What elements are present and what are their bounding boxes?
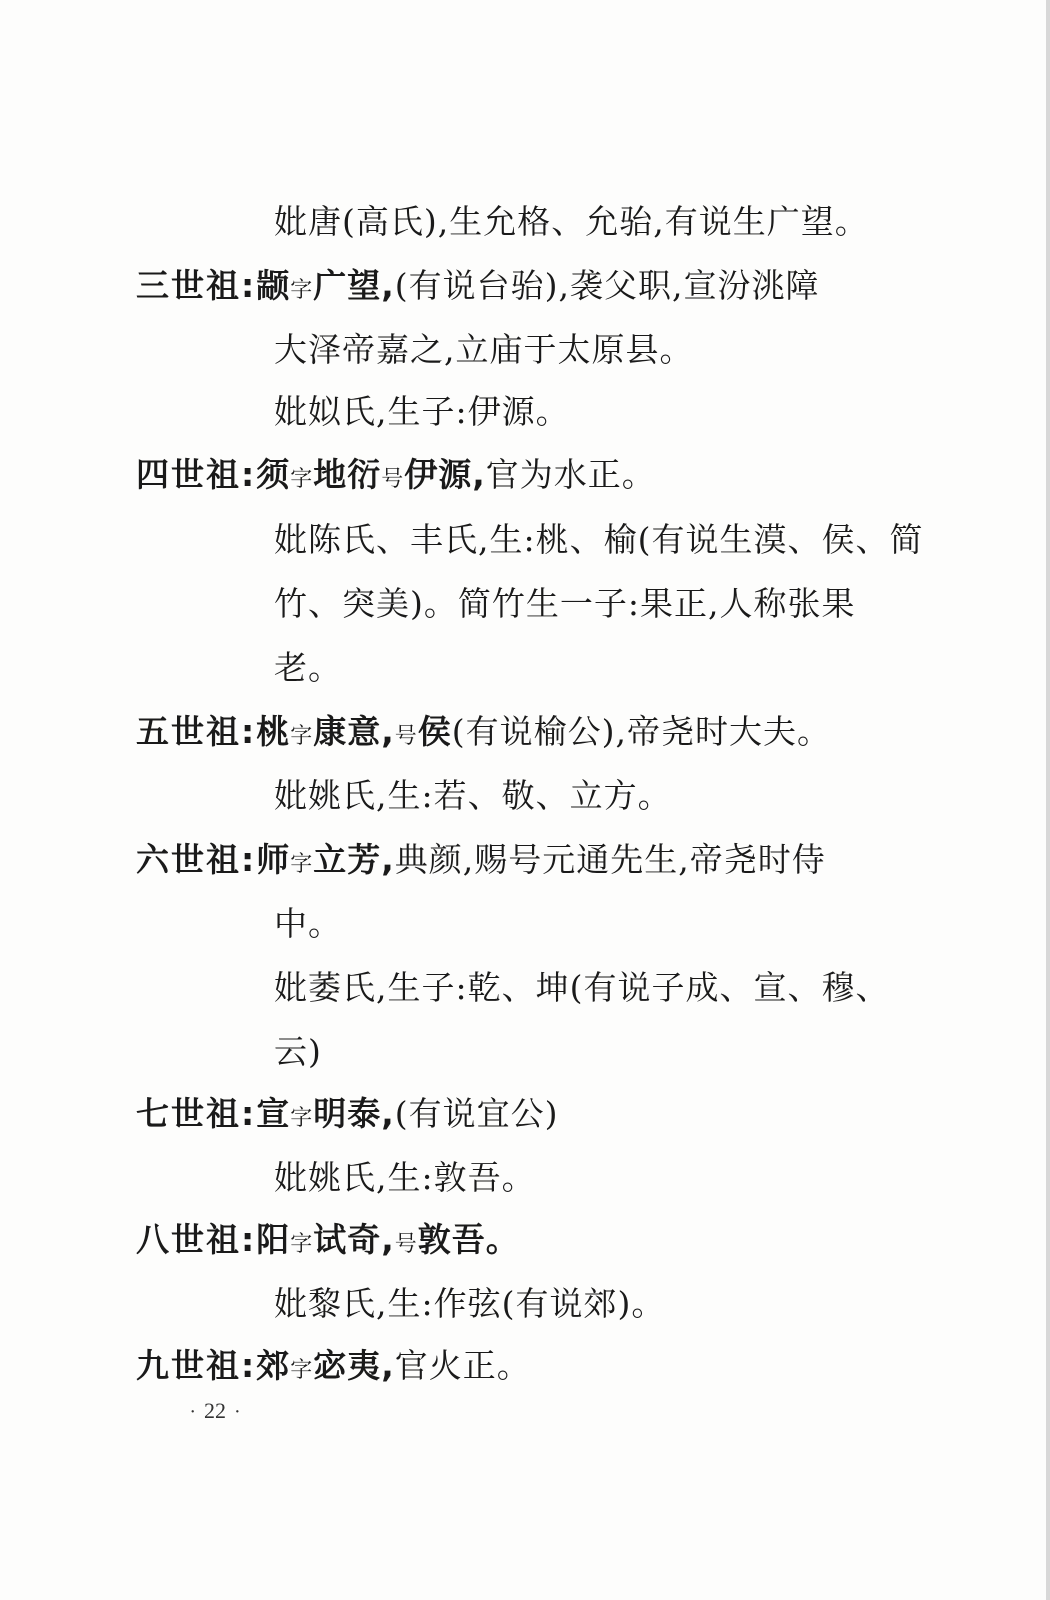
courtesy-name: 宓夷, bbox=[313, 1346, 395, 1385]
generation-label: 四世祖: bbox=[136, 455, 257, 494]
entry-text: 官为水正。 bbox=[485, 455, 656, 494]
zi-marker: 字 bbox=[290, 724, 314, 749]
text-line: 大泽帝嘉之,立庙于太原县。 bbox=[274, 330, 694, 369]
generation-label: 八世祖: bbox=[136, 1220, 257, 1259]
generation-label: 三世祖: bbox=[136, 266, 257, 305]
text-line: 妣姒氏,生子:伊源。 bbox=[274, 392, 570, 431]
text-line: 妣姚氏,生:敦吾。 bbox=[274, 1158, 536, 1197]
text-line: 云) bbox=[274, 1032, 322, 1071]
generation-label: 七世祖: bbox=[136, 1094, 257, 1133]
page-number-value: 22 bbox=[204, 1398, 226, 1423]
ancestor-name: 阳 bbox=[256, 1220, 291, 1259]
text-line: 中。 bbox=[274, 904, 342, 943]
hao-marker: 号 bbox=[394, 724, 418, 749]
text-line: 妣黎氏,生:作弦(有说郊)。 bbox=[274, 1284, 666, 1323]
entry-text: (有说宜公) bbox=[394, 1094, 559, 1133]
text-line: 妣唐(高氏),生允格、允骀,有说生广望。 bbox=[274, 202, 869, 241]
generation-entry bbox=[136, 700, 831, 764]
courtesy-name: 明泰, bbox=[313, 1094, 395, 1133]
text-line: 竹、突美)。简竹生一子:果正,人称张果 bbox=[274, 584, 856, 623]
generation-entry bbox=[136, 828, 826, 892]
alias-name: 敦吾。 bbox=[417, 1220, 520, 1259]
zi-marker: 字 bbox=[290, 1232, 314, 1257]
text-line: 妣姚氏,生:若、敬、立方。 bbox=[274, 776, 672, 815]
alias-name: 伊源, bbox=[404, 455, 486, 494]
zi-marker: 字 bbox=[290, 278, 314, 303]
courtesy-name: 立芳, bbox=[313, 840, 395, 879]
alias-name: 侯 bbox=[417, 712, 452, 751]
entry-text: 官火正。 bbox=[394, 1346, 531, 1385]
entry-text: (有说榆公),帝尧时大夫。 bbox=[451, 712, 832, 751]
entry-text: 典颜,赐号元通先生,帝尧时侍 bbox=[394, 840, 826, 879]
ancestor-name: 颛 bbox=[256, 266, 291, 305]
generation-label: 六世祖: bbox=[136, 840, 257, 879]
entry-text: (有说台骀),袭父职,宣汾洮障 bbox=[394, 266, 820, 305]
ancestor-name: 师 bbox=[256, 840, 291, 879]
hao-marker: 号 bbox=[394, 1232, 418, 1257]
ancestor-name: 宣 bbox=[256, 1094, 291, 1133]
generation-entry bbox=[136, 254, 820, 318]
text-line: 老。 bbox=[274, 648, 342, 687]
generation-entry bbox=[136, 1082, 559, 1146]
hao-marker: 号 bbox=[381, 467, 405, 492]
courtesy-name: 地衍 bbox=[313, 455, 382, 494]
page-number-dot-right: · bbox=[234, 1401, 241, 1423]
page-number-dot-left: · bbox=[189, 1401, 196, 1423]
zi-marker: 字 bbox=[290, 1358, 314, 1383]
courtesy-name: 试奇, bbox=[313, 1220, 395, 1259]
zi-marker: 字 bbox=[290, 852, 314, 877]
generation-entry bbox=[136, 1208, 520, 1272]
ancestor-name: 郊 bbox=[256, 1346, 291, 1385]
generation-entry bbox=[136, 443, 656, 507]
generation-entry bbox=[136, 1334, 531, 1398]
generation-label: 九世祖: bbox=[136, 1346, 257, 1385]
zi-marker: 字 bbox=[290, 467, 314, 492]
zi-marker: 字 bbox=[290, 1106, 314, 1131]
page-number bbox=[170, 1398, 260, 1424]
courtesy-name: 康意, bbox=[313, 712, 395, 751]
text-line: 妣陈氏、丰氏,生:桃、榆(有说生漠、侯、简 bbox=[274, 520, 924, 559]
generation-label: 五世祖: bbox=[136, 712, 257, 751]
ancestor-name: 须 bbox=[256, 455, 291, 494]
ancestor-name: 桃 bbox=[256, 712, 291, 751]
courtesy-name: 广望, bbox=[313, 266, 395, 305]
text-line: 妣萎氏,生子:乾、坤(有说子成、宣、穆、 bbox=[274, 968, 890, 1007]
